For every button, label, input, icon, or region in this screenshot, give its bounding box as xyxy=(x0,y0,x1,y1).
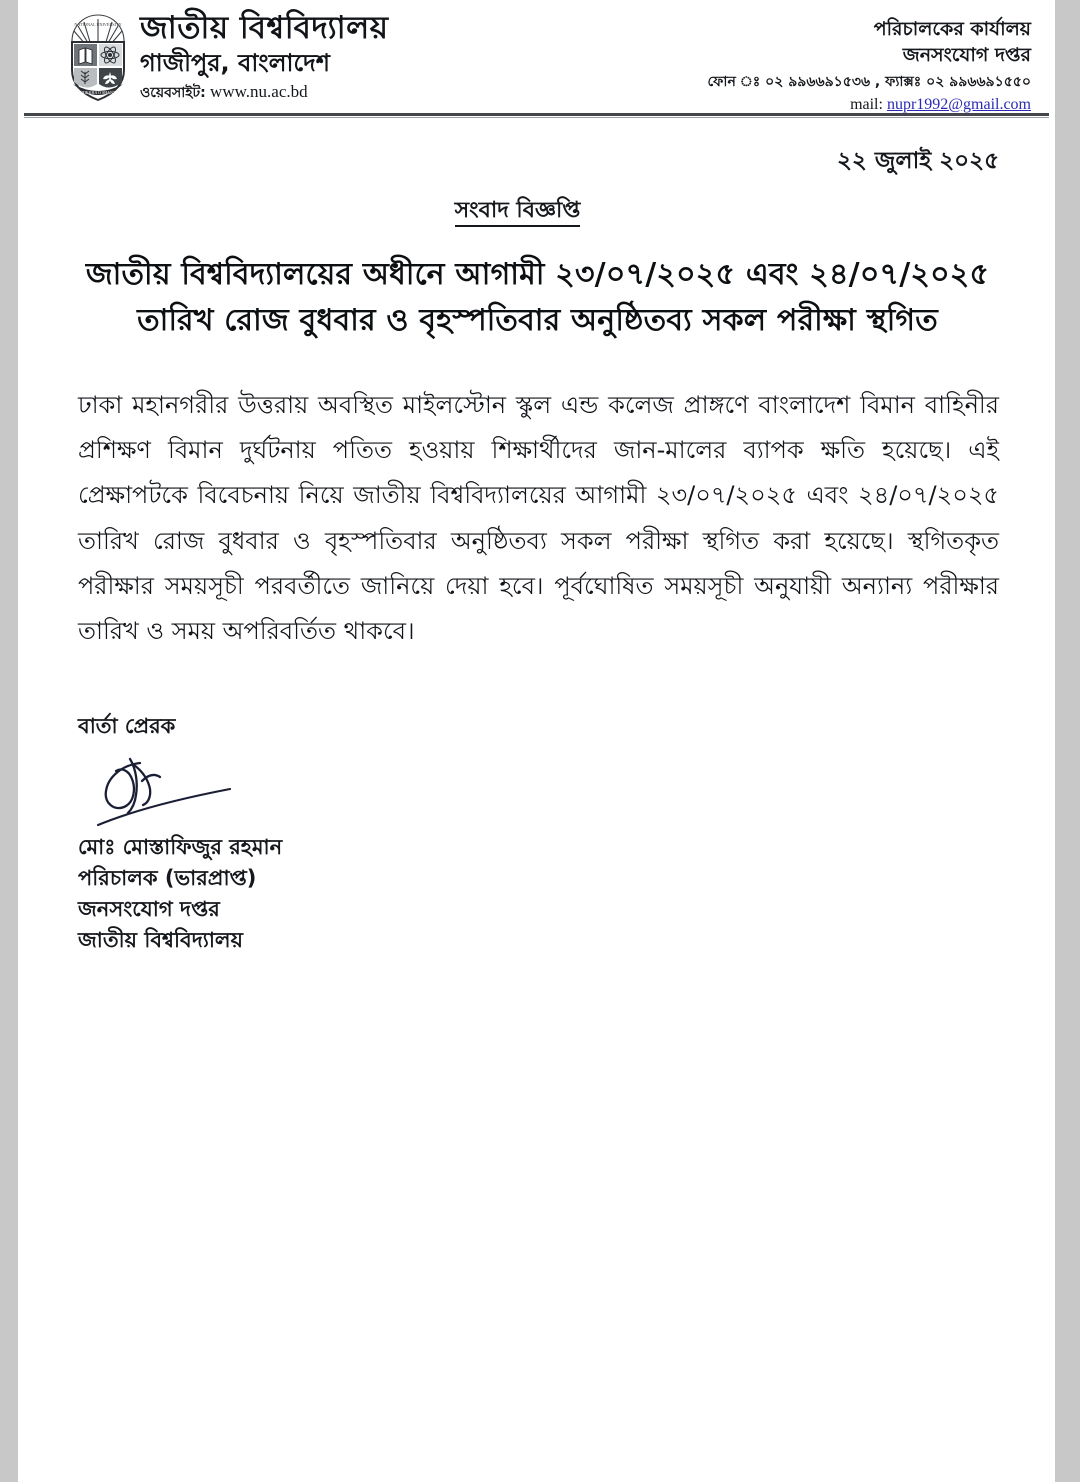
notice-kicker-text: সংবাদ বিজ্ঞপ্তি xyxy=(455,198,581,227)
organization-website xyxy=(140,81,388,105)
signatory-department: জনসংযোগ দপ্তর xyxy=(78,897,220,921)
email-link[interactable]: nupr1992@gmail.com xyxy=(886,95,1031,113)
organization-city: গাজীপুর, বাংলাদেশ xyxy=(140,48,330,77)
organization-name: জাতীয় বিশ্ববিদ্যালয় xyxy=(140,10,389,46)
document-body xyxy=(18,122,1055,956)
website-url: www.nu.ac.bd xyxy=(210,82,308,102)
office-name: পরিচালকের কার্যালয় xyxy=(873,18,1031,40)
mail-label: mail: xyxy=(850,95,883,113)
issuing-office xyxy=(707,16,1031,115)
issue-date: ২২ জুলাই ২০২৫ xyxy=(836,148,999,174)
office-department: জনসংযোগ দপ্তর xyxy=(902,44,1031,67)
signature-block xyxy=(60,710,1015,956)
svg-text:NATIONAL UNIVERSITY: NATIONAL UNIVERSITY xyxy=(74,22,122,27)
body-paragraph: ঢাকা মহানগরীর উত্তরায় অবস্থিত মাইলস্টোন স্কুল এন্ড কলেজ প্রাঙ্গণে বাংলাদেশ বিমান বাহিনীর প্রশিক্ষণ বিমান দুর্ঘটনায় পতিত হওয়ায় শিক্ষার্থীদের জান-মালের ব্যাপক ক্ষতি হয়েছে। এই প্রেক্ষাপটকে বিবেচনায় নিয়ে জাতীয় বিশ্ববিদ্যালয়ের আগামী ২৩/০৭/২০২৫ এবং ২৪/০৭/২০২৫ তারিখ রোজ বুধবার ও বৃহস্পতিবার অনুষ্ঠিতব্য সকল পরীক্ষা স্থগিত করা হয়েছে। স্থগিতকৃত পরীক্ষার সময়সূচী পরবর্তীতে জানিয়ে দেয়া হবে। পূর্বঘোষিত সময়সূচী অনুযায়ী অন্যান্য পরীক্ষার তারিখ ও সময় অপরিবর্তিত থাকবে। xyxy=(78,391,999,645)
website-label: ওয়েবসাইট: xyxy=(140,85,206,102)
letterhead-divider-shadow xyxy=(24,117,1049,118)
notice-kicker xyxy=(60,193,975,230)
sender-label: বার্তা প্রেরক xyxy=(78,713,176,738)
letterhead-divider xyxy=(24,113,1049,116)
page-title: জাতীয় বিশ্ববিদ্যালয়ের অধীনে আগামী ২৩/০৭/২০২৫ এবং ২৪/০৭/২০২৫ তারিখ রোজ বুধবার ও বৃহস্পতিবার অনুষ্ঠিতব্য সকল পরীক্ষা স্থগিত xyxy=(85,257,990,338)
university-crest-icon xyxy=(62,14,134,106)
organization-identity xyxy=(140,10,388,105)
signatory-organization: জাতীয় বিশ্ববিদ্যালয় xyxy=(78,928,243,953)
signatory-name: মোঃ মোস্তাফিজুর রহমান xyxy=(78,834,283,859)
svg-text:SHIKKHA O SHANTI: SHIKKHA O SHANTI xyxy=(79,90,117,95)
document-page xyxy=(18,0,1055,1482)
signatory-designation: পরিচালক (ভারপ্রাপ্ত) xyxy=(78,865,257,890)
office-phone-fax: ফোন ঃ ০২ ৯৯৬৬৯১৫৩৬ , ফ্যাক্সঃ ০২ ৯৯৬৬৯১৫৫০ xyxy=(707,74,1031,91)
letterhead xyxy=(18,0,1055,112)
